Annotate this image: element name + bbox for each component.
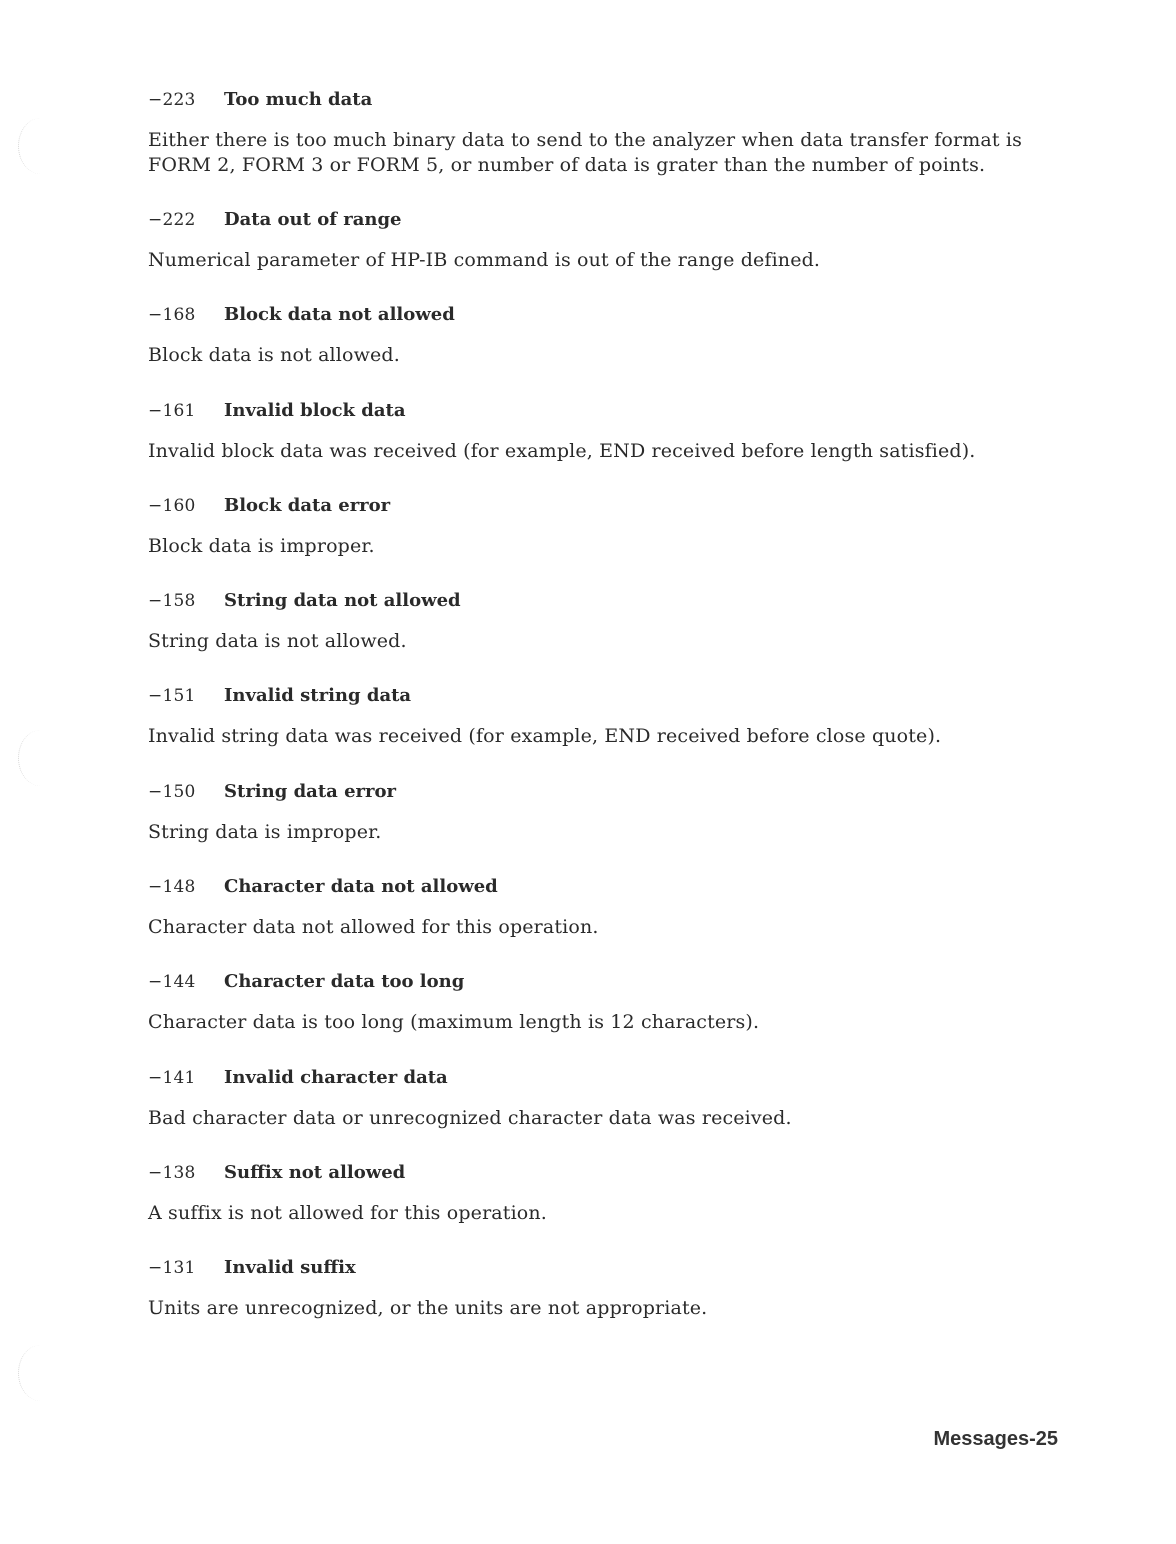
punch-hole-mark	[18, 118, 63, 174]
error-code: −141	[148, 1067, 196, 1088]
error-entry	[148, 1064, 1048, 1159]
error-description: Units are unrecognized, or the units are not appropriate.	[148, 1297, 708, 1320]
error-title: Character data too long	[224, 971, 465, 993]
error-entry	[148, 492, 1048, 587]
error-heading	[148, 86, 372, 114]
error-entry	[148, 86, 1048, 206]
error-code: −168	[148, 305, 196, 326]
error-entry	[148, 778, 1048, 873]
error-description: String data is not allowed.	[148, 630, 407, 653]
error-code: −150	[148, 781, 196, 802]
error-entry	[148, 873, 1048, 968]
error-title: String data error	[224, 780, 396, 802]
error-entry	[148, 1254, 1048, 1349]
error-code: −222	[148, 210, 196, 230]
error-title: String data not allowed	[224, 590, 461, 612]
error-description: A suffix is not allowed for this operation.	[148, 1201, 547, 1224]
error-entry	[148, 206, 1048, 301]
error-title: Data out of range	[224, 209, 402, 230]
error-heading	[148, 682, 411, 710]
error-title: Block data not allowed	[224, 304, 455, 326]
error-entry	[148, 587, 1048, 682]
error-heading	[148, 778, 396, 806]
error-title: Invalid string data	[224, 685, 412, 707]
error-title: Character data not allowed	[224, 876, 498, 898]
punch-hole-mark	[18, 1345, 63, 1401]
error-heading	[148, 301, 455, 329]
error-description: Numerical parameter of HP-IB command is out of the range defined.	[148, 249, 821, 271]
error-description: Block data is improper.	[148, 534, 375, 557]
error-description: Invalid string data was received (for example, END received before close quote).	[148, 725, 942, 748]
error-code: −161	[148, 400, 196, 421]
error-code: −138	[148, 1162, 196, 1183]
punch-hole-mark	[18, 730, 63, 786]
error-title: Block data error	[224, 494, 391, 516]
error-heading	[148, 492, 390, 520]
error-code: −131	[148, 1258, 196, 1279]
error-description: Character data not allowed for this operation.	[148, 916, 599, 939]
error-description: String data is improper.	[148, 820, 382, 843]
error-title: Invalid suffix	[224, 1257, 356, 1279]
error-title: Too much data	[224, 89, 373, 110]
error-description: Block data is not allowed.	[148, 344, 400, 367]
error-code: −151	[148, 686, 196, 707]
error-entry	[148, 1159, 1048, 1254]
error-description: Invalid block data was received (for example, END received before length satisfied).	[148, 439, 976, 462]
error-heading	[148, 1254, 356, 1282]
error-heading	[148, 397, 406, 425]
error-heading	[148, 1159, 405, 1187]
error-description: Bad character data or unrecognized character data was received.	[148, 1106, 792, 1129]
error-heading	[148, 587, 461, 615]
error-code: −144	[148, 972, 196, 993]
error-heading	[148, 1064, 448, 1092]
page-number-label: Messages-25	[933, 1428, 1058, 1450]
error-heading	[148, 968, 464, 996]
error-code: −148	[148, 877, 196, 898]
error-description: Character data is too long (maximum length is 12 characters).	[148, 1011, 760, 1034]
error-entry	[148, 397, 1048, 492]
error-code: −160	[148, 495, 196, 516]
error-heading	[148, 206, 401, 234]
error-title: Invalid block data	[224, 399, 406, 421]
error-message-list	[148, 86, 1048, 1350]
error-heading	[148, 873, 498, 901]
error-entry	[148, 968, 1048, 1063]
error-code: −158	[148, 591, 196, 612]
error-entry	[148, 682, 1048, 777]
error-code: −223	[148, 90, 196, 110]
error-title: Invalid character data	[224, 1066, 448, 1088]
error-description: Either there is too much binary data to send to the analyzer when data transfer format is FORM 2, FORM 3 or FORM 5, or number of data is grater than the number of points.	[148, 129, 1022, 176]
error-entry	[148, 301, 1048, 396]
error-title: Suffix not allowed	[224, 1161, 406, 1183]
